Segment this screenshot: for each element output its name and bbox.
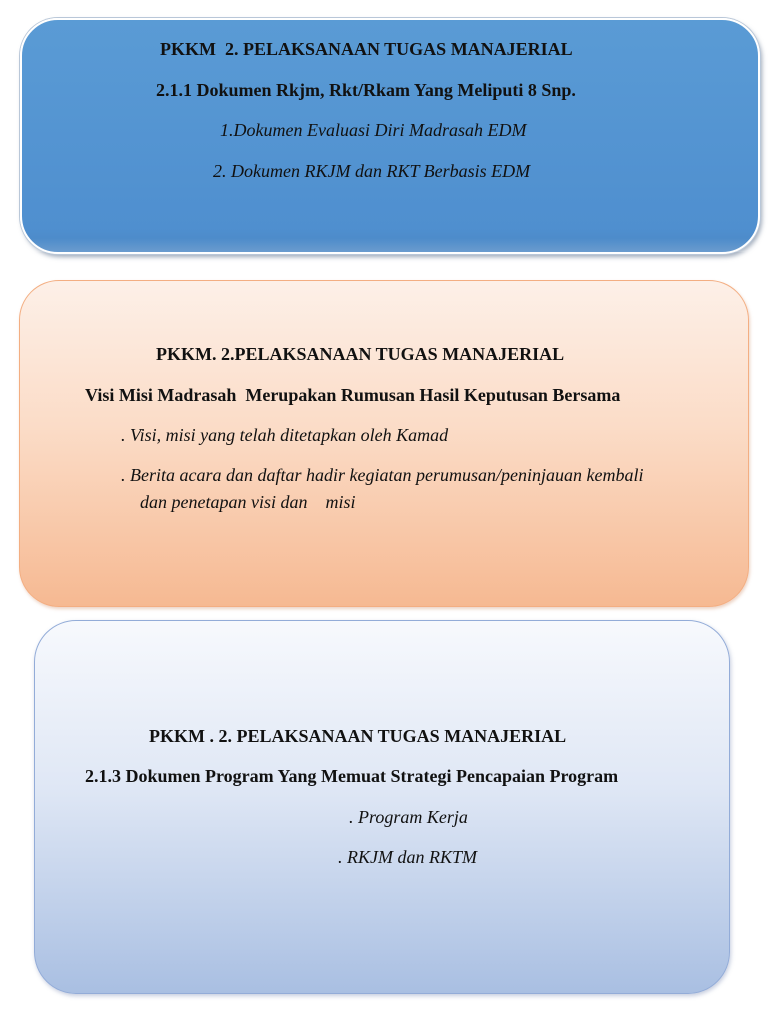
- card-visi-misi: [19, 280, 749, 607]
- card1-heading: PKKM 2. PELAKSANAAN TUGAS MANAJERIAL: [160, 39, 573, 59]
- card3-heading: PKKM . 2. PELAKSANAAN TUGAS MANAJERIAL: [149, 726, 567, 746]
- card1-subheading: 2.1.1 Dokumen Rkjm, Rkt/Rkam Yang Meliputi 8 Snp.: [156, 80, 576, 100]
- card-shine: [22, 238, 758, 252]
- card2-item-2-continued: dan penetapan visi dan misi: [140, 492, 356, 512]
- card-edm-documents: [20, 18, 760, 254]
- card3-item-2: . RKJM dan RKTM: [338, 847, 477, 867]
- card-program-strategy: [34, 620, 730, 994]
- card2-item-1: . Visi, misi yang telah ditetapkan oleh Kamad: [121, 425, 449, 445]
- card1-item-2: 2. Dokumen RKJM dan RKT Berbasis EDM: [213, 161, 531, 181]
- card1-item-1: 1.Dokumen Evaluasi Diri Madrasah EDM: [220, 120, 527, 140]
- card2-item-2: . Berita acara dan daftar hadir kegiatan perumusan/peninjauan kembali: [121, 465, 644, 485]
- card2-heading: PKKM. 2.PELAKSANAAN TUGAS MANAJERIAL: [156, 344, 565, 364]
- card3-item-1: . Program Kerja: [349, 807, 468, 827]
- card2-subheading: Visi Misi Madrasah Merupakan Rumusan Hasil Keputusan Bersama: [85, 385, 621, 405]
- card3-subheading: 2.1.3 Dokumen Program Yang Memuat Strategi Pencapaian Program: [85, 766, 619, 786]
